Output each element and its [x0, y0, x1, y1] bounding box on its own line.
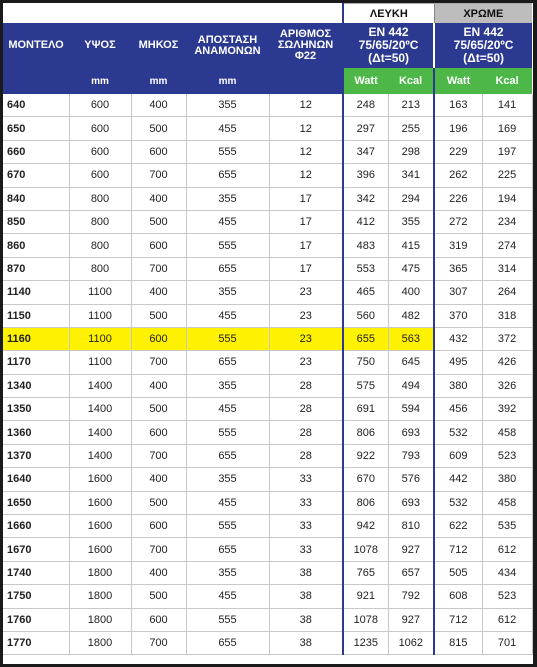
cell-distance: 455 — [186, 117, 269, 140]
cell-height: 1100 — [69, 327, 131, 350]
cell-length: 500 — [131, 304, 186, 327]
table-row — [3, 561, 532, 584]
cell-model: 670 — [3, 164, 69, 187]
cell-chrome-watt: 226 — [434, 187, 482, 210]
table-row — [3, 491, 532, 514]
unit-white-kcal: Kcal — [388, 68, 434, 94]
cell-white-watt: 922 — [343, 444, 388, 467]
cell-white-watt: 412 — [343, 210, 388, 233]
cell-chrome-kcal: 380 — [482, 468, 532, 491]
col-header-distance — [186, 23, 269, 68]
cell-chrome-kcal: 458 — [482, 421, 532, 444]
cell-white-watt: 560 — [343, 304, 388, 327]
cell-distance: 355 — [186, 468, 269, 491]
cell-tubes: 38 — [269, 561, 343, 584]
unit-distance: mm — [186, 68, 269, 94]
cell-chrome-kcal: 701 — [482, 631, 532, 654]
cell-chrome-watt: 196 — [434, 117, 482, 140]
cell-distance: 555 — [186, 234, 269, 257]
cell-height: 1800 — [69, 585, 131, 608]
cell-length: 600 — [131, 234, 186, 257]
cell-length: 700 — [131, 631, 186, 654]
cell-tubes: 28 — [269, 398, 343, 421]
cell-length: 500 — [131, 210, 186, 233]
table-row — [3, 94, 532, 117]
cell-height: 1800 — [69, 561, 131, 584]
table-row — [3, 257, 532, 280]
cell-white-watt: 765 — [343, 561, 388, 584]
en442-white-line3: (Δt=50) — [368, 51, 410, 65]
cell-model: 840 — [3, 187, 69, 210]
cell-white-kcal: 693 — [388, 491, 434, 514]
cell-tubes: 38 — [269, 608, 343, 631]
cell-height: 600 — [69, 117, 131, 140]
cell-white-kcal: 341 — [388, 164, 434, 187]
cell-model: 1740 — [3, 561, 69, 584]
cell-white-watt: 553 — [343, 257, 388, 280]
cell-model: 1340 — [3, 374, 69, 397]
col-header-tubes — [269, 23, 343, 68]
cell-tubes: 17 — [269, 234, 343, 257]
cell-chrome-kcal: 326 — [482, 374, 532, 397]
cell-distance: 655 — [186, 257, 269, 280]
cell-white-watt: 248 — [343, 94, 388, 117]
table-row — [3, 538, 532, 561]
cell-chrome-kcal: 523 — [482, 585, 532, 608]
radiator-spec-sheet — [3, 3, 533, 664]
cell-height: 1400 — [69, 374, 131, 397]
cell-chrome-watt: 380 — [434, 374, 482, 397]
cell-distance: 655 — [186, 631, 269, 654]
table-row — [3, 608, 532, 631]
table-row — [3, 421, 532, 444]
cell-model: 1760 — [3, 608, 69, 631]
unit-height: mm — [69, 68, 131, 94]
cell-model: 650 — [3, 117, 69, 140]
cell-white-kcal: 645 — [388, 351, 434, 374]
table-row — [3, 164, 532, 187]
cell-length: 600 — [131, 327, 186, 350]
cell-length: 500 — [131, 585, 186, 608]
cell-chrome-kcal: 225 — [482, 164, 532, 187]
table-row — [3, 468, 532, 491]
cell-height: 600 — [69, 94, 131, 117]
unit-white-watt: Watt — [343, 68, 388, 94]
unit-length: mm — [131, 68, 186, 94]
cell-tubes: 33 — [269, 538, 343, 561]
cell-white-kcal: 255 — [388, 117, 434, 140]
table-row — [3, 140, 532, 163]
table-row — [3, 444, 532, 467]
cell-chrome-kcal: 458 — [482, 491, 532, 514]
cell-white-kcal: 213 — [388, 94, 434, 117]
cell-tubes: 28 — [269, 444, 343, 467]
cell-tubes: 12 — [269, 140, 343, 163]
cell-height: 800 — [69, 234, 131, 257]
cell-tubes: 23 — [269, 281, 343, 304]
cell-length: 400 — [131, 374, 186, 397]
cell-distance: 655 — [186, 444, 269, 467]
cell-white-watt: 921 — [343, 585, 388, 608]
cell-chrome-kcal: 141 — [482, 94, 532, 117]
cell-white-watt: 297 — [343, 117, 388, 140]
cell-length: 600 — [131, 140, 186, 163]
cell-model: 1640 — [3, 468, 69, 491]
cell-height: 800 — [69, 257, 131, 280]
cell-chrome-watt: 712 — [434, 538, 482, 561]
cell-tubes: 23 — [269, 351, 343, 374]
cell-chrome-kcal: 274 — [482, 234, 532, 257]
en442-chrome-line3: (Δt=50) — [463, 51, 505, 65]
cell-distance: 655 — [186, 164, 269, 187]
unit-model-blank — [3, 68, 69, 94]
cell-white-watt: 396 — [343, 164, 388, 187]
col-header-distance-line2: ΑΝΑΜΟΝΩΝ — [194, 44, 261, 57]
cell-chrome-watt: 505 — [434, 561, 482, 584]
cell-model: 1660 — [3, 515, 69, 538]
cell-distance: 555 — [186, 327, 269, 350]
cell-height: 600 — [69, 140, 131, 163]
en442-header-chrome — [434, 23, 532, 68]
cell-white-kcal: 594 — [388, 398, 434, 421]
cell-chrome-watt: 432 — [434, 327, 482, 350]
cell-distance: 655 — [186, 351, 269, 374]
cell-white-watt: 465 — [343, 281, 388, 304]
col-header-tubes-line2: ΣΩΛΗΝΩΝ — [277, 39, 334, 51]
cell-tubes: 12 — [269, 117, 343, 140]
cell-white-kcal: 415 — [388, 234, 434, 257]
cell-distance: 355 — [186, 281, 269, 304]
cell-tubes: 28 — [269, 374, 343, 397]
cell-tubes: 12 — [269, 164, 343, 187]
cell-height: 1400 — [69, 444, 131, 467]
cell-white-kcal: 294 — [388, 187, 434, 210]
cell-chrome-kcal: 194 — [482, 187, 532, 210]
cell-white-kcal: 693 — [388, 421, 434, 444]
cell-chrome-kcal: 612 — [482, 538, 532, 561]
cell-height: 1400 — [69, 398, 131, 421]
group-white-label: ΛΕΥΚΗ — [343, 4, 434, 24]
cell-model: 1770 — [3, 631, 69, 654]
cell-chrome-watt: 532 — [434, 491, 482, 514]
cell-white-watt: 750 — [343, 351, 388, 374]
cell-height: 600 — [69, 164, 131, 187]
cell-white-kcal: 576 — [388, 468, 434, 491]
cell-model: 1650 — [3, 491, 69, 514]
cell-white-watt: 806 — [343, 491, 388, 514]
cell-white-kcal: 810 — [388, 515, 434, 538]
cell-model: 1170 — [3, 351, 69, 374]
cell-chrome-kcal: 612 — [482, 608, 532, 631]
cell-chrome-kcal: 392 — [482, 398, 532, 421]
cell-tubes: 12 — [269, 94, 343, 117]
cell-white-watt: 806 — [343, 421, 388, 444]
cell-chrome-watt: 608 — [434, 585, 482, 608]
cell-model: 1370 — [3, 444, 69, 467]
col-header-length: ΜΗΚΟΣ — [131, 23, 186, 68]
cell-height: 1600 — [69, 515, 131, 538]
cell-model: 660 — [3, 140, 69, 163]
cell-chrome-watt: 262 — [434, 164, 482, 187]
cell-chrome-kcal: 169 — [482, 117, 532, 140]
cell-white-kcal: 298 — [388, 140, 434, 163]
cell-model: 850 — [3, 210, 69, 233]
cell-white-kcal: 1062 — [388, 631, 434, 654]
table-row — [3, 117, 532, 140]
cell-length: 700 — [131, 444, 186, 467]
cell-tubes: 33 — [269, 468, 343, 491]
cell-white-kcal: 793 — [388, 444, 434, 467]
cell-distance: 455 — [186, 398, 269, 421]
cell-chrome-watt: 456 — [434, 398, 482, 421]
cell-white-kcal: 792 — [388, 585, 434, 608]
cell-height: 1600 — [69, 491, 131, 514]
cell-length: 600 — [131, 515, 186, 538]
cell-white-watt: 670 — [343, 468, 388, 491]
cell-length: 700 — [131, 164, 186, 187]
table-row — [3, 187, 532, 210]
cell-tubes: 38 — [269, 585, 343, 608]
cell-chrome-watt: 495 — [434, 351, 482, 374]
cell-length: 400 — [131, 468, 186, 491]
cell-tubes: 33 — [269, 515, 343, 538]
spec-table — [3, 3, 533, 655]
table-row — [3, 631, 532, 654]
cell-tubes: 23 — [269, 327, 343, 350]
cell-white-kcal: 482 — [388, 304, 434, 327]
cell-white-watt: 575 — [343, 374, 388, 397]
col-header-distance-line1: ΑΠΟΣΤΑΣΗ — [197, 33, 258, 46]
cell-chrome-watt: 163 — [434, 94, 482, 117]
cell-height: 1800 — [69, 608, 131, 631]
table-row — [3, 585, 532, 608]
cell-white-watt: 942 — [343, 515, 388, 538]
cell-chrome-watt: 307 — [434, 281, 482, 304]
cell-height: 1600 — [69, 538, 131, 561]
cell-model: 1350 — [3, 398, 69, 421]
cell-model: 640 — [3, 94, 69, 117]
cell-distance: 655 — [186, 538, 269, 561]
cell-white-kcal: 400 — [388, 281, 434, 304]
cell-distance: 455 — [186, 304, 269, 327]
cell-height: 1100 — [69, 281, 131, 304]
cell-model: 860 — [3, 234, 69, 257]
cell-length: 400 — [131, 187, 186, 210]
cell-length: 500 — [131, 398, 186, 421]
cell-chrome-watt: 622 — [434, 515, 482, 538]
cell-height: 800 — [69, 187, 131, 210]
cell-chrome-watt: 319 — [434, 234, 482, 257]
cell-chrome-watt: 815 — [434, 631, 482, 654]
cell-white-kcal: 657 — [388, 561, 434, 584]
cell-chrome-watt: 365 — [434, 257, 482, 280]
cell-height: 1100 — [69, 304, 131, 327]
cell-tubes: 17 — [269, 210, 343, 233]
unit-chrome-kcal: Kcal — [482, 68, 532, 94]
table-row — [3, 398, 532, 421]
en442-chrome-line1: EN 442 — [463, 25, 504, 39]
en442-white-line1: EN 442 — [368, 25, 409, 39]
cell-model: 1160 — [3, 327, 69, 350]
cell-white-watt: 342 — [343, 187, 388, 210]
header-spacer — [3, 4, 343, 24]
col-header-model: ΜΟΝΤΕΛΟ — [3, 23, 69, 68]
cell-length: 500 — [131, 117, 186, 140]
cell-model: 1140 — [3, 281, 69, 304]
cell-model: 870 — [3, 257, 69, 280]
cell-height: 800 — [69, 210, 131, 233]
cell-white-kcal: 494 — [388, 374, 434, 397]
cell-white-kcal: 927 — [388, 608, 434, 631]
cell-chrome-kcal: 426 — [482, 351, 532, 374]
cell-tubes: 23 — [269, 304, 343, 327]
cell-distance: 555 — [186, 608, 269, 631]
cell-distance: 555 — [186, 140, 269, 163]
cell-chrome-watt: 442 — [434, 468, 482, 491]
cell-chrome-kcal: 314 — [482, 257, 532, 280]
cell-chrome-kcal: 234 — [482, 210, 532, 233]
cell-white-watt: 691 — [343, 398, 388, 421]
cell-chrome-kcal: 535 — [482, 515, 532, 538]
cell-chrome-kcal: 434 — [482, 561, 532, 584]
col-header-height: ΥΨΟΣ — [69, 23, 131, 68]
cell-length: 400 — [131, 281, 186, 304]
cell-chrome-kcal: 197 — [482, 140, 532, 163]
cell-model: 1360 — [3, 421, 69, 444]
cell-length: 400 — [131, 561, 186, 584]
col-header-tubes-line3: Φ22 — [294, 50, 317, 62]
cell-chrome-watt: 712 — [434, 608, 482, 631]
cell-white-kcal: 927 — [388, 538, 434, 561]
cell-white-watt: 1078 — [343, 538, 388, 561]
cell-white-watt: 655 — [343, 327, 388, 350]
cell-length: 700 — [131, 257, 186, 280]
cell-distance: 455 — [186, 210, 269, 233]
cell-distance: 355 — [186, 561, 269, 584]
cell-tubes: 17 — [269, 187, 343, 210]
cell-height: 1800 — [69, 631, 131, 654]
cell-chrome-watt: 229 — [434, 140, 482, 163]
table-body — [3, 94, 532, 655]
cell-white-watt: 347 — [343, 140, 388, 163]
en442-header-white — [343, 23, 434, 68]
cell-height: 1600 — [69, 468, 131, 491]
cell-chrome-watt: 609 — [434, 444, 482, 467]
cell-distance: 355 — [186, 187, 269, 210]
cell-distance: 555 — [186, 421, 269, 444]
cell-model: 1670 — [3, 538, 69, 561]
cell-length: 500 — [131, 491, 186, 514]
cell-length: 600 — [131, 421, 186, 444]
table-row — [3, 515, 532, 538]
cell-model: 1150 — [3, 304, 69, 327]
cell-model: 1750 — [3, 585, 69, 608]
cell-chrome-watt: 370 — [434, 304, 482, 327]
cell-chrome-kcal: 318 — [482, 304, 532, 327]
cell-distance: 455 — [186, 585, 269, 608]
cell-chrome-kcal: 523 — [482, 444, 532, 467]
cell-tubes: 28 — [269, 421, 343, 444]
group-chrome-label: ΧΡΩΜΕ — [434, 4, 532, 24]
cell-tubes: 38 — [269, 631, 343, 654]
cell-white-kcal: 563 — [388, 327, 434, 350]
cell-white-watt: 1235 — [343, 631, 388, 654]
cell-white-kcal: 475 — [388, 257, 434, 280]
cell-chrome-watt: 532 — [434, 421, 482, 444]
cell-white-watt: 483 — [343, 234, 388, 257]
cell-length: 700 — [131, 538, 186, 561]
cell-tubes: 33 — [269, 491, 343, 514]
cell-chrome-kcal: 372 — [482, 327, 532, 350]
cell-distance: 555 — [186, 515, 269, 538]
cell-distance: 455 — [186, 491, 269, 514]
col-header-tubes-line1: ΑΡΙΘΜΟΣ — [279, 28, 332, 40]
cell-distance: 355 — [186, 94, 269, 117]
cell-white-kcal: 355 — [388, 210, 434, 233]
cell-distance: 355 — [186, 374, 269, 397]
cell-white-watt: 1078 — [343, 608, 388, 631]
table-row — [3, 210, 532, 233]
en442-white-line2: 75/65/20ºC — [358, 38, 419, 52]
cell-length: 700 — [131, 351, 186, 374]
table-row — [3, 351, 532, 374]
unit-chrome-watt: Watt — [434, 68, 482, 94]
table-row — [3, 327, 532, 350]
cell-chrome-kcal: 264 — [482, 281, 532, 304]
cell-height: 1100 — [69, 351, 131, 374]
table-row — [3, 304, 532, 327]
cell-height: 1400 — [69, 421, 131, 444]
en442-chrome-line2: 75/65/20ºC — [453, 38, 514, 52]
table-row — [3, 374, 532, 397]
table-row — [3, 281, 532, 304]
unit-tubes-blank — [269, 68, 343, 94]
cell-chrome-watt: 272 — [434, 210, 482, 233]
cell-length: 400 — [131, 94, 186, 117]
cell-tubes: 17 — [269, 257, 343, 280]
cell-length: 600 — [131, 608, 186, 631]
table-row — [3, 234, 532, 257]
